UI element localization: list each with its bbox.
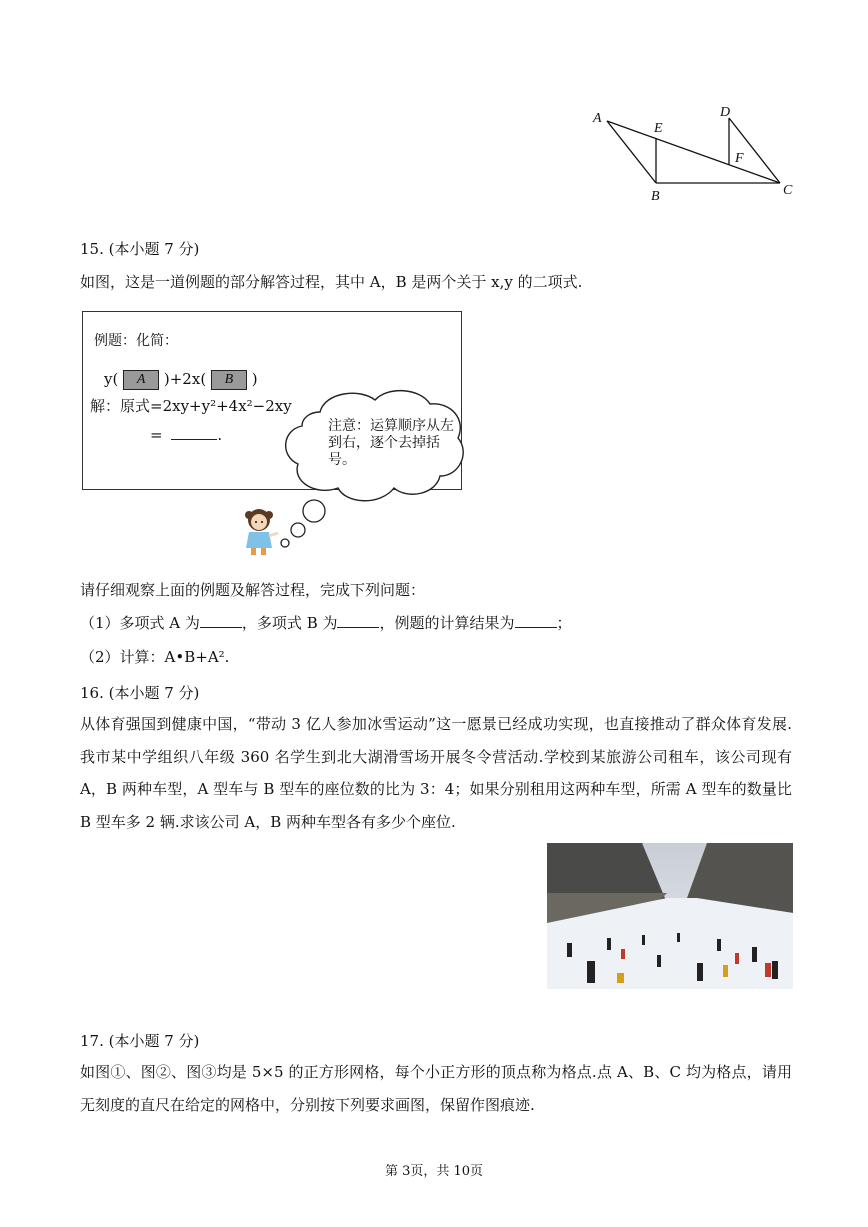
label-b: B <box>651 189 660 204</box>
q15-part1 <box>80 613 572 633</box>
blank-a <box>200 613 242 628</box>
ski-slope-photo <box>547 843 793 989</box>
expr-prefix: y( <box>104 370 119 388</box>
label-d: D <box>720 105 731 120</box>
expr-mid: )+2x( <box>163 370 207 388</box>
solution-line: 解：原式=2xy+y²+4x²−2xy <box>90 397 292 415</box>
blank-result <box>515 613 557 628</box>
segment-ac <box>607 121 780 183</box>
q16-body: 从体育强国到健康中国，“带动 3 亿人参加冰雪运动”这一愿景已经成功实现，也直接推动了群众体育发展.我市某中学组织八年级 360 名学生到北大湖滑雪场开展冬令营活动.学校到某旅游公司租车，该公司现有 A，B 两种车型，A 型车与 B 型车的座位数的比为 3：4；如果分别租用这两种车型，所需 A 型车的数量比 B 型车多 2 辆.求该公司 A，B 两种车型各有多少个座位. <box>80 715 792 831</box>
label-f: F <box>735 151 744 166</box>
part1-lead: （1）多项式 A 为 <box>80 614 200 632</box>
box-b: B <box>211 370 247 390</box>
result-dot: . <box>217 426 223 444</box>
example-expression <box>104 369 258 390</box>
q15-title: 15. (本小题 7 分) <box>80 240 200 258</box>
q15-intro: 如图，这是一道例题的部分解答过程，其中 A，B 是两个关于 x,y 的二项式. <box>80 273 583 291</box>
label-a: A <box>593 111 602 126</box>
q15-part2: （2）计算：A•B+A². <box>80 648 230 666</box>
q17-title: 17. (本小题 7 分) <box>80 1032 200 1050</box>
q17-body: 如图①、图②、图③均是 5×5 的正方形网格，每个小正方形的顶点称为格点.点 A、B、C 均为格点，请用无刻度的直尺在给定的网格中，分别按下列要求画图，保留作图痕迹. <box>80 1063 792 1114</box>
geometry-figure <box>585 100 805 205</box>
blank-b <box>337 613 379 628</box>
cartoon-girl-icon <box>240 506 282 558</box>
example-header: 例题：化简： <box>94 333 178 349</box>
q15-instruction: 请仔细观察上面的例题及解答过程，完成下列问题： <box>80 581 426 599</box>
equals-sign: = <box>150 426 163 444</box>
cloud-note: 注意：运算顺序从左到右，逐个去掉括号。 <box>328 418 454 468</box>
page-footer: 第 3页，共 10页 <box>384 1164 484 1179</box>
part1-end: ； <box>556 614 572 632</box>
solution-result <box>150 425 222 445</box>
part1-mid1: ，多项式 B 为 <box>241 614 338 632</box>
expr-suffix: ) <box>251 370 258 388</box>
box-a: A <box>123 370 159 390</box>
label-c: C <box>783 183 793 198</box>
label-e: E <box>654 121 663 136</box>
result-blank <box>171 425 217 440</box>
q16-title: 16. (本小题 7 分) <box>80 684 200 702</box>
part1-mid2: ，例题的计算结果为 <box>379 614 515 632</box>
